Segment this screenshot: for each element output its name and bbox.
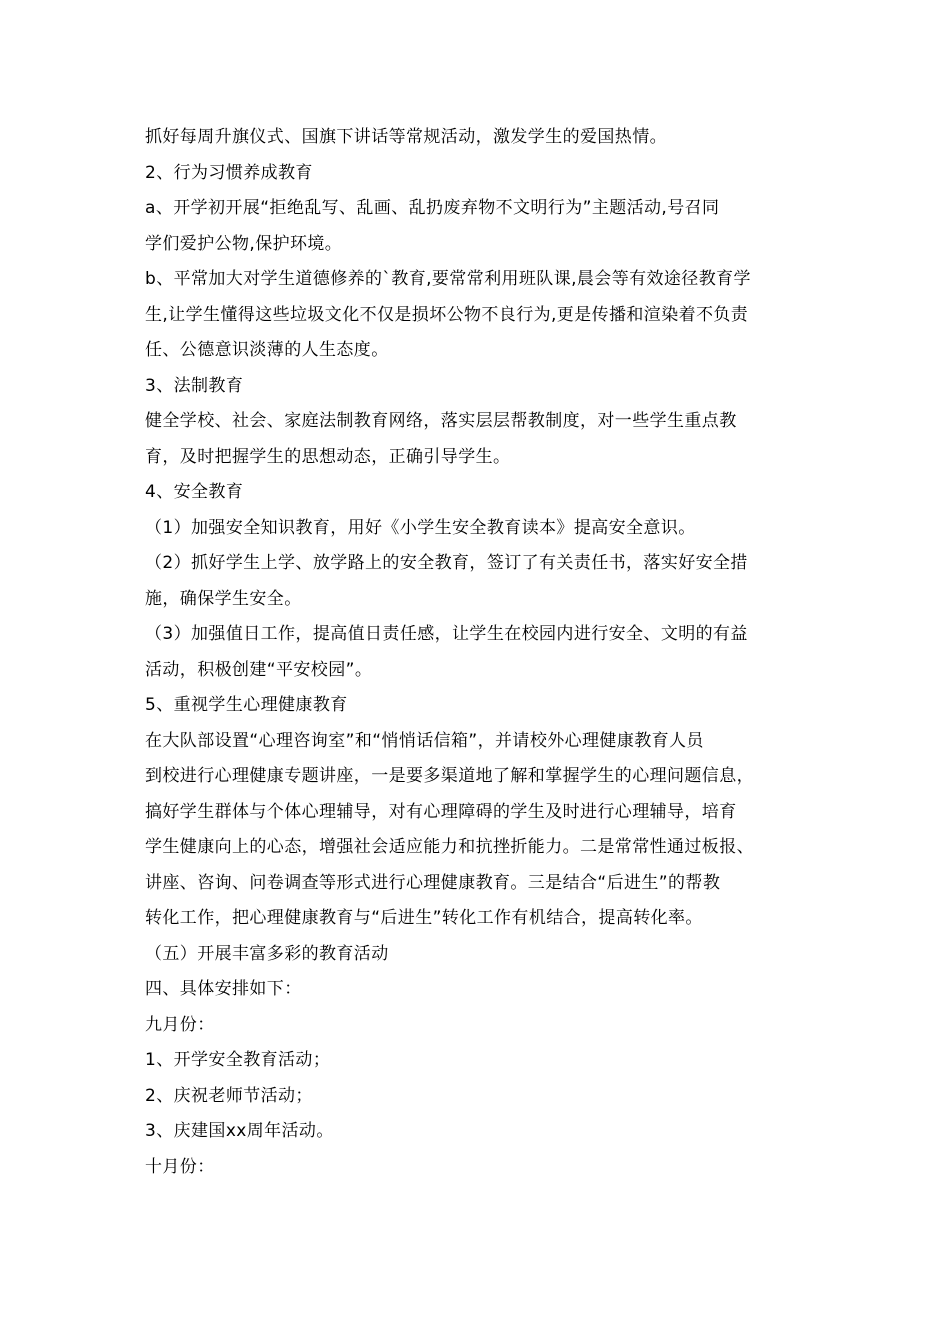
list-item: 3、庆建国xx周年活动。 (145, 1121, 334, 1141)
month-heading: 十月份： (145, 1156, 215, 1177)
section-heading: 2、行为习惯养成教育 (145, 162, 313, 183)
paragraph-line: 转化工作，把心理健康教育与“后进生”转化工作有机结合，提高转化率。 (145, 908, 703, 928)
paragraph-line: 学们爱护公物,保护环境。 (145, 233, 343, 254)
paragraph-line: 生,让学生懂得这些垃圾文化不仅是损坏公物不良行为,更是传播和渲染着不负责 (145, 304, 749, 325)
paragraph-line: 抓好每周升旗仪式、国旗下讲话等常规活动，激发学生的爱国热情。 (145, 127, 667, 147)
paragraph-line: 在大队部设置“心理咨询室”和“悄悄话信箱”，并请校外心理健康教育人员 (145, 730, 704, 751)
month-heading: 九月份： (145, 1014, 215, 1035)
section-heading: 4、安全教育 (145, 482, 244, 502)
list-item: 1、开学安全教育活动； (145, 1050, 331, 1070)
section-heading: 四、具体安排如下： (145, 979, 302, 999)
list-item: 2、庆祝老师节活动； (145, 1085, 313, 1106)
paragraph-line: （1）加强安全知识教育，用好《小学生安全教育读本》提高安全意识。 (145, 517, 696, 538)
paragraph-line: 搞好学生群体与个体心理辅导，对有心理障碍的学生及时进行心理辅导，培育 (145, 801, 737, 822)
section-heading: 3、法制教育 (145, 375, 244, 396)
paragraph-line: 育，及时把握学生的思想动态，正确引导学生。 (145, 446, 511, 467)
paragraph-line: 讲座、咨询、问卷调查等形式进行心理健康教育。三是结合“后进生”的帮教 (145, 872, 721, 893)
paragraph-line: 任、公德意识淡薄的人生态度。 (145, 340, 389, 360)
paragraph-line: a、开学初开展“拒绝乱写、乱画、乱扔废弃物不文明行为”主题活动,号召同 (145, 198, 720, 218)
paragraph-line: 施，确保学生安全。 (145, 588, 302, 609)
paragraph-line: 活动，积极创建“平安校园”。 (145, 659, 373, 680)
paragraph-line: 到校进行心理健康专题讲座，一是要多渠道地了解和掌握学生的心理问题信息， (145, 766, 754, 786)
paragraph-line: 学生健康向上的心态，增强社会适应能力和抗挫折能力。二是常常性通过板报、 (145, 837, 754, 857)
section-heading: 5、重视学生心理健康教育 (145, 695, 348, 715)
paragraph-line: b、平常加大对学生道德修养的`教育,要常常利用班队课,晨会等有效途径教育学 (145, 269, 751, 289)
paragraph-line: 健全学校、社会、家庭法制教育网络，落实层层帮教制度，对一些学生重点教 (145, 411, 737, 431)
section-heading: （五）开展丰富多彩的教育活动 (145, 943, 389, 964)
document-body (145, 120, 825, 1185)
paragraph-line: （3）加强值日工作，提高值日责任感，让学生在校园内进行安全、文明的有益 (145, 624, 748, 644)
paragraph-line: （2）抓好学生上学、放学路上的安全教育，签订了有关责任书，落实好安全措 (145, 553, 748, 573)
